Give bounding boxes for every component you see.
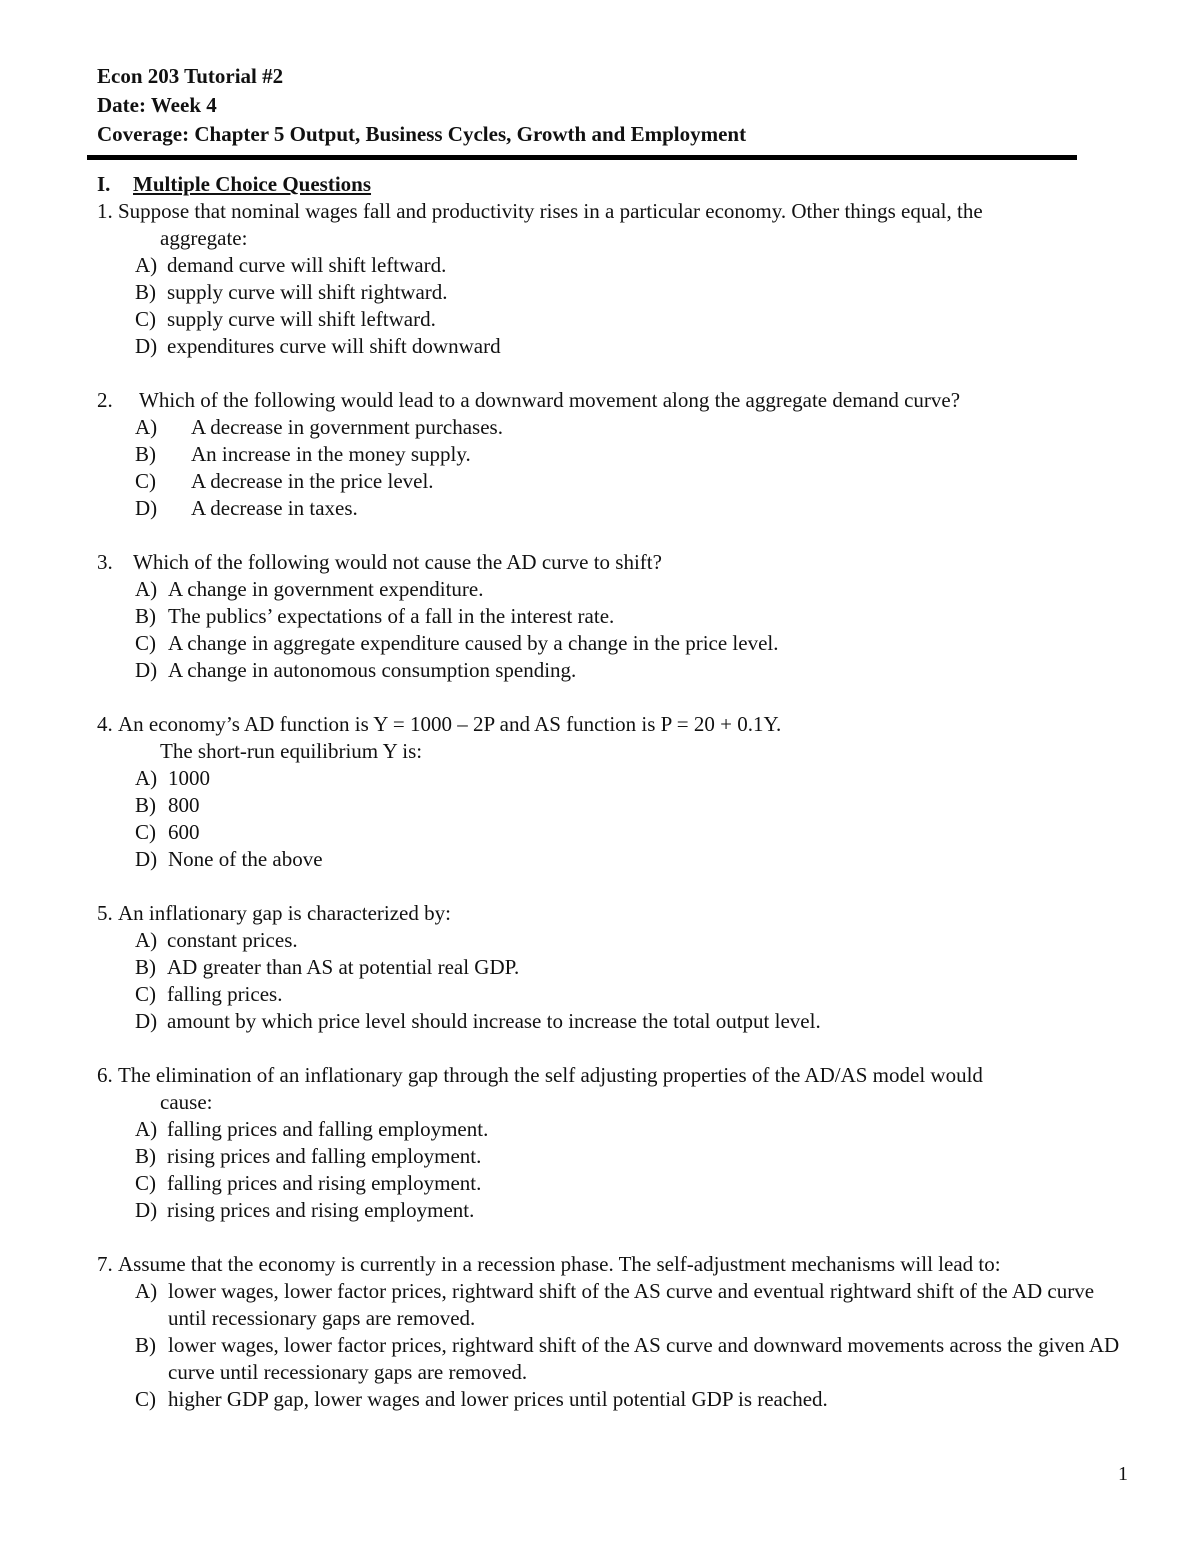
coverage-line: Coverage: Chapter 5 Output, Business Cycles, Growth and Employment: [97, 122, 747, 146]
option-label: D): [135, 847, 158, 871]
option-text: supply curve will shift leftward.: [167, 307, 436, 331]
option-text: rising prices and rising employment.: [167, 1198, 475, 1222]
question-text: Assume that the economy is currently in a recession phase. The self-adjustment mechanisms will lead to:: [118, 1252, 1001, 1276]
question-6: [97, 1062, 1127, 1224]
option-label: C): [135, 1387, 156, 1411]
option-label: A): [135, 415, 158, 439]
option-text: expenditures curve will shift downward: [167, 334, 501, 358]
option-text: falling prices and rising employment.: [167, 1171, 482, 1195]
question-continuation: The short-run equilibrium Y is:: [160, 739, 423, 763]
option-label: D): [135, 658, 158, 682]
option-d: D) amount by which price level should increase to increase the total output level.: [97, 1008, 1127, 1035]
question-number: 6.: [97, 1063, 113, 1087]
question-stem: [97, 711, 1127, 738]
option-text: A change in autonomous consumption spending.: [168, 658, 577, 682]
course-title: Econ 203 Tutorial #2: [97, 64, 284, 88]
question-4: [97, 711, 1127, 873]
option-b: B) supply curve will shift rightward.: [97, 279, 1127, 306]
option-label: C): [135, 469, 156, 493]
option-text: falling prices.: [167, 982, 283, 1006]
option-label: A): [135, 1279, 158, 1303]
option-text: An increase in the money supply.: [191, 442, 471, 466]
question-stem: [97, 198, 1127, 225]
option-text: demand curve will shift leftward.: [167, 253, 447, 277]
option-a: [97, 765, 1127, 792]
question-7: [97, 1251, 1127, 1413]
option-label: A): [135, 577, 158, 601]
question-2: [97, 387, 1127, 522]
option-text: 1000: [168, 766, 210, 790]
question-text: An economy’s AD function is Y = 1000 – 2P and AS function is P = 20 + 0.1Y.: [118, 712, 782, 736]
option-c: [97, 1386, 1127, 1413]
option-b: B) rising prices and falling employment.: [97, 1143, 1127, 1170]
question-text: Which of the following would lead to a downward movement along the aggregate demand curve?: [139, 388, 961, 412]
option-text: falling prices and falling employment.: [167, 1117, 489, 1141]
question-number: 3.: [97, 550, 113, 574]
option-label: B): [135, 793, 156, 817]
question-number: 4.: [97, 712, 113, 736]
question-stem: [97, 549, 1127, 576]
option-c: C) falling prices.: [97, 981, 1127, 1008]
question-continuation: aggregate:: [160, 226, 248, 250]
option-a: A) falling prices and falling employment.: [97, 1116, 1127, 1143]
option-text: 600: [168, 820, 200, 844]
option-a: A) constant prices.: [97, 927, 1127, 954]
option-c: [97, 819, 1127, 846]
option-text: higher GDP gap, lower wages and lower prices until potential GDP is reached.: [168, 1387, 828, 1411]
question-number: 1.: [97, 199, 113, 223]
option-c: [97, 468, 1127, 495]
option-text: A change in aggregate expenditure caused by a change in the price level.: [168, 631, 779, 655]
option-b: [97, 1332, 1127, 1386]
option-text: The publics’ expectations of a fall in the interest rate.: [168, 604, 615, 628]
option-text: constant prices.: [167, 928, 298, 952]
question-stem: [97, 387, 1127, 414]
option-label: B): [135, 604, 156, 628]
option-d: [97, 495, 1127, 522]
page-number: 1: [1118, 1463, 1128, 1485]
option-c: [97, 630, 1127, 657]
option-text: 800: [168, 793, 200, 817]
question-1: [97, 198, 1127, 360]
question-number: 2.: [97, 388, 113, 412]
option-d: D) rising prices and rising employment.: [97, 1197, 1127, 1224]
option-text: AD greater than AS at potential real GDP.: [167, 955, 520, 979]
option-label: B): [135, 1333, 156, 1357]
header-rule: [87, 155, 1077, 160]
option-b: [97, 603, 1127, 630]
date-line: Date: Week 4: [97, 93, 217, 117]
option-a: A) demand curve will shift leftward.: [97, 252, 1127, 279]
option-text: lower wages, lower factor prices, rightward shift of the AS curve and eventual rightward shift of the AD curve until recessionary gaps are removed.: [168, 1279, 1095, 1330]
question-stem: [97, 1062, 1127, 1089]
option-d: [97, 657, 1127, 684]
question-continuation: cause:: [160, 1090, 213, 1114]
option-text: None of the above: [168, 847, 323, 871]
option-text: rising prices and falling employment.: [167, 1144, 482, 1168]
section-heading: [97, 171, 1127, 198]
option-text: amount by which price level should increase to increase the total output level.: [167, 1009, 821, 1033]
option-text: A decrease in government purchases.: [191, 415, 503, 439]
option-b: [97, 441, 1127, 468]
option-d: [97, 846, 1127, 873]
option-label: C): [135, 631, 156, 655]
option-label: A): [135, 766, 158, 790]
option-a: [97, 576, 1127, 603]
question-text: An inflationary gap is characterized by:: [118, 901, 451, 925]
option-text: lower wages, lower factor prices, rightward shift of the AS curve and downward movements across the given AD curve until recessionary gaps are removed.: [168, 1333, 1120, 1384]
question-text: Which of the following would not cause the AD curve to shift?: [133, 550, 662, 574]
option-c: C) supply curve will shift leftward.: [97, 306, 1127, 333]
option-label: C): [135, 820, 156, 844]
question-stem: [97, 900, 1127, 927]
document-header: [97, 62, 1087, 149]
option-b: [97, 792, 1127, 819]
question-text: Suppose that nominal wages fall and productivity rises in a particular economy. Other things equal, the: [118, 199, 983, 223]
option-text: A decrease in taxes.: [191, 496, 358, 520]
question-number: 7.: [97, 1252, 113, 1276]
option-text: A change in government expenditure.: [168, 577, 484, 601]
question-3: [97, 549, 1127, 684]
option-text: A decrease in the price level.: [191, 469, 434, 493]
option-d: D) expenditures curve will shift downward: [97, 333, 1127, 360]
option-label: B): [135, 442, 156, 466]
option-c: C) falling prices and rising employment.: [97, 1170, 1127, 1197]
question-stem: [97, 1251, 1127, 1278]
question-text: The elimination of an inflationary gap through the self adjusting properties of the AD/AS model would: [118, 1063, 983, 1087]
option-a: [97, 414, 1127, 441]
section-title: Multiple Choice Questions: [133, 172, 372, 196]
option-text: supply curve will shift rightward.: [167, 280, 448, 304]
section-numeral: I.: [97, 172, 111, 196]
option-b: B) AD greater than AS at potential real GDP.: [97, 954, 1127, 981]
question-5: [97, 900, 1127, 1035]
option-label: D): [135, 496, 158, 520]
question-number: 5.: [97, 901, 113, 925]
option-a: [97, 1278, 1127, 1332]
document-body: [97, 171, 1127, 1413]
